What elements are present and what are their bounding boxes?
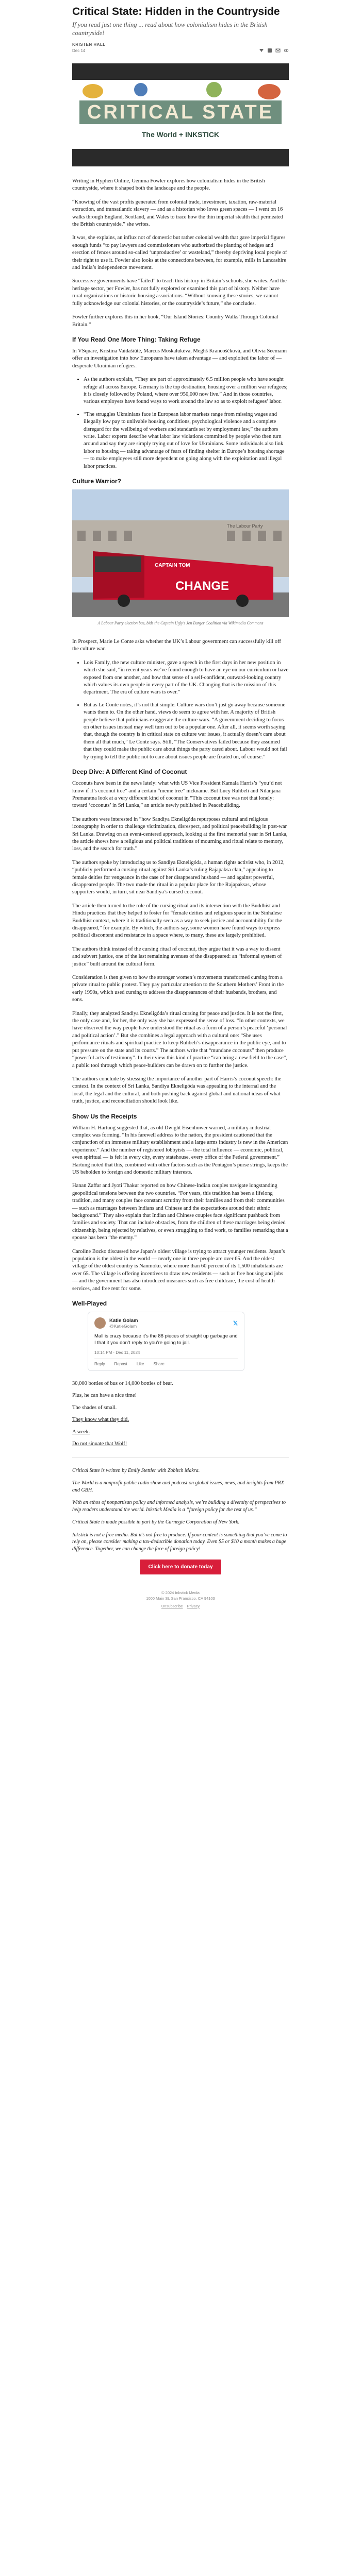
page-title: Critical State: Hidden in the Countryside [72, 6, 280, 18]
list-item: • Lois Family, the new culture minister, gave a speech in the first days in her new position in which she said, “in recent years we’ve found enough to have an eye on our curriculum or have exposed from one another, and how that sense of a self-confident, outward-looking country which values its own people in every part of the UK. Changing that is the mission of this department. The era of culture wars is over.” [84, 659, 289, 697]
tweet-repost-button[interactable]: Repost [114, 1362, 127, 1367]
bus-word: CHANGE [175, 579, 229, 593]
receipts-paragraph: William H. Hartung suggested that, as old Dwight Eisenhower warned, a military-industrial complex was forming. “In his farewell address to the nation, the president cautioned that the conjunction of an immense military establishment and a large arms industry is new in the American experience.” And the number of registered lobbyists — the total influence — economic, political, even spiritual — is felt in every city, every statehouse, every office of the Federal government.” Hartung noted that this, combined with other factors such as the Pentagon’s purse strings, keeps the US beholden to foreign and domestic military interests. [72, 1125, 288, 1175]
section-heading-coconut: Deep Dive: A Different Kind of Coconut [72, 768, 187, 776]
list-item: • “The struggles Ukrainians face in European labor markets range from missing wages and illegally low pay to unlivable housing conditions, psychological violence and a complete disregard for the wellbeing of workers and standards set by employment law,” the authors write. Labor experts describe what labor law violations committed by people who then turn around and say they are simply trying out of love for Ukrainians. Some individuals also link labor to housing — taking advantage of fears of finding shelter in Europe’s housing shortage — to make employees still more dependent on going along with the exploitation and illegal labor practices. [84, 411, 289, 470]
coconut-paragraph: Coconuts have been in the news lately: what with US Vice President Kamala Harris’s “you’d not know if it’s coconut tree” and a certain “meme tree” nickname. But Lucy Ruhbeli and Nilanjana Premaratna look at a very different kind of coconut in “This coconut tree was not that lonely: toward ‘coconuts’ in Sri Lanka,” an article newly published in Peacebuilding. [72, 781, 282, 809]
intro-paragraph-4: Successive governments have “failed” to teach this history in Britain’s schools, she writes. And the heritage sector, per Fowler, has not fully explored or examined this part of history. Neither have rural organizations or historic housing associations. “Without knowing these stories, we cannot fully acknowledge our colonial histories, or the countryside’s future,” she concludes. [72, 278, 287, 307]
labour-bus-photo [72, 489, 289, 617]
footer-links [72, 1603, 289, 1609]
building-sign: The Labour Party [227, 523, 263, 529]
footer-copyright: © 2024 Inkstick Media [161, 1590, 200, 1595]
coconut-paragraph: The authors were interested in “how Sandiya Ekneligóda repurposes cultural and religious iconography in order to challenge victimization, disrespect, and political peacebuilding in post-war Sri Lanka. Drawing on an event-centered approach, looking at the first memorial year in Sri Lanka, the article shows how a religious and political traditions of mourning and ritual relate to memory, loss, and the search for truth.” [72, 816, 288, 852]
facebook-icon[interactable] [267, 48, 272, 53]
tweet-header [94, 1317, 238, 1329]
wellplayed-line: 30,000 bottles of bus or 14,000 bottles of bear. [72, 1381, 173, 1387]
privacy-link[interactable]: Privacy [187, 1604, 200, 1608]
article [72, 0, 289, 1609]
credit-line: With an ethos of nonpartisan policy and informed analysis, we’re building a diversity of perspectives to help readers understand the world. Inkstick Media is a “foreign policy for the rest of us.” [72, 1500, 286, 1513]
hero-decoration [206, 82, 222, 97]
share-icons [259, 48, 289, 53]
wellplayed-line: Plus, he can have a nice time! [72, 1393, 137, 1399]
coconut-paragraph: The authors spoke by introducing us to Sandiya Ekneligóda, a human rights activist who, in 2012, “publicly performed a cursing ritual against Sri Lanka’s ruling Rajapaksa clan,” appealing to female deities for vengeance in the case of her disappeared husband — and against powerful, disappeared people. The two made the ritual in a popular place for the Rajapaksas, whose supporters would, in turn, sit near Sandiya’s cursed coconut. [72, 859, 285, 895]
tweet-author-name[interactable]: Katie Golam [109, 1317, 138, 1324]
section-heading-receipts: Show Us the Receipts [72, 1112, 137, 1120]
twitter-icon[interactable] [259, 48, 264, 53]
wellplayed-link[interactable]: A week. [72, 1429, 90, 1435]
culture-paragraph: In Prospect, Marie Le Conte asks whether the UK’s Labour government can successfully kill off the culture war. [72, 639, 281, 652]
coconut-paragraph: Consideration is then given to how the stronger women’s movements transformed cursing from a private ritual to public protest. They pay particular attention to the Southern Mothers’ Front in the early 1990s, which used cursing to address the disappearances of their husbands, brothers, and sons. [72, 975, 284, 1003]
publish-date: Dec 14 [72, 48, 86, 53]
bus-slogan: CAPTAIN TOM [155, 563, 190, 568]
intro-paragraph-2: “Knowing of the vast profits generated from colonial trade, investment, taxation, raw-material extraction, and transatlantic slavery — and as a historian who loves green spaces — I went on 16 walks through England, Scotland, and Wales to trace how the thin imperial stealth that permeated the British countryside,” she writes. [72, 199, 283, 228]
avatar[interactable] [94, 1317, 106, 1329]
hero-banner [72, 63, 289, 166]
list-item: • But as Le Conte notes, it’s not that simple. Culture wars don’t just go away because someone wants them to. On the other hand, views do seem to agree with her. A majority of British people believe that politicians exaggerate the culture wars. “A government deciding to focus on other issues instead may well turn out to be a popular one. After all, it seems worth saying that, though the country is in critical state on culture war issues, it actually doesn’t care about them all that much,” Le Conte says. Still, “The Conservatives failed because they assumed that they could make the public care about things the party cared about. Labour would not fail by trying to tell the public not to care about issues people are fixated on, of course.” [84, 702, 289, 761]
hero-wordmark: CRITICAL STATE [79, 100, 282, 124]
byline[interactable]: KRISTEN HALL [72, 42, 106, 47]
receipts-paragraph: Caroline Bozko discussed how Japan’s oldest village is trying to attract younger residents. Japan’s population is the oldest in the world — nearly one in three people are over 65. And the oldest village of the oldest country is Nanmoku, where more than 60 percent of its 1,500 inhabitants are over 65. The village is offering incentives to draw new residents — such as free housing and jobs — and the government has also introduced measures such as free childcare, the cost of health services, and free rent for some. [72, 1248, 285, 1292]
receipts-paragraph: Hanan Zaffar and Jyoti Thakur reported on how Chinese-Indian couples navigate longstanding geopolitical tensions between the two countries. “For years, this tradition has been a lifelong tradition, and many couples face constant scrutiny from their families and from their communities — such as marriages between Indians and Chinese and the expectations around their ethnic background.” They also explain that Indian and Chinese couples face significant pushback from families and society. That can include obstacles, from the children of these marriages being denied citizenship, being rejected by relatives, or even struggling to find work, to families remarking that a spouse has been “the enemy.” [72, 1183, 288, 1241]
embedded-tweet[interactable] [88, 1312, 244, 1371]
hero-decoration [83, 84, 103, 98]
tweet-like-button[interactable]: Like [136, 1362, 144, 1367]
section-heading-refuge: If You Read One More Thing: Taking Refuge [72, 335, 201, 343]
intro-paragraph-3: It was, she explains, an influx not of domestic but rather colonial wealth that gave imperial figures enough funds “to pay lawyers and commissioners who authorized the planting of hedges and erection of fences around so-called ‘unproductive’ or wasteland,” thereby depriving local people of their right to use it. Fowler also looks at the connections between, for example, mills in Lancashire and India’s independence movement. [72, 235, 287, 271]
list-item: • As the authors explain, “They are part of approximately 6.5 million people who have sought refuge all across Europe. Germany is the top destination, housing over a million war refugees; it is closely followed by Poland, where over 950,000 now live.” And in those countries, various employers have found ways to work around the law so as to exploit refugees’ labor. [84, 376, 289, 406]
refuge-lead: In VSquare, Kristina Vaidašiūtė, Marcus Moskalukėva, Meghš Krancoščková, and Olivia Seemann offer an investigation into how Europeans have taken advantage — and exploited the labor of — desperate Ukrainian refugees. [72, 348, 287, 369]
page-subtitle: If you read just one thing ... read about how colonialism hides in the British countryside! [72, 21, 268, 37]
wellplayed-link[interactable]: They know what they did. [72, 1417, 129, 1423]
donate-button[interactable]: Click here to donate today [140, 1560, 221, 1574]
wellplayed-line: The shades of small. [72, 1404, 117, 1411]
donate-wrap [72, 1560, 289, 1574]
meta-row [72, 42, 289, 58]
link-icon[interactable] [284, 48, 289, 53]
tweet-timestamp[interactable]: 10:14 PM · Dec 11, 2024 [94, 1350, 140, 1355]
hero-decoration [258, 84, 281, 99]
credit-line: Critical State is written by Emily Stettler with Zobitch Makra. [72, 1467, 200, 1473]
refuge-bullets [84, 376, 289, 470]
tweet-author-handle[interactable]: @KatieGolam [109, 1323, 137, 1329]
hero-brand: The World + INKSTICK [141, 130, 220, 139]
coconut-paragraph: The authors conclude by stressing the importance of another part of Harris’s coconut speech: the context. In the context of Sri Lanka, Sandiya Ekneligóda was appealing to the internal and the local, the legal and the cultural, and both pushing back against global and national ideas of what truth, justice, and reconciliation should look like. [72, 1076, 282, 1105]
footer-address: 1000 Main St, San Francisco, CA 94103 [146, 1596, 215, 1601]
unsubscribe-link[interactable]: Unsubscribe [161, 1604, 183, 1608]
section-heading-wellplayed: Well-Played [72, 1300, 107, 1308]
photo-caption: A Labour Party election bus, bids the Captain Ugly’s Jen Burger Coalition via Wikimedia Commons [97, 621, 264, 625]
wellplayed-link[interactable]: Do not sinuate that Wolf! [72, 1441, 127, 1447]
credit-line: Inkstick is not a free media. But it’s not free to produce. If your content is something that you’ve come to rely on, please consider making a tax-deductible donation today. Even $5 or $10 a month makes a huge difference. Together, we can change the face of foreign policy! [72, 1532, 287, 1552]
email-icon[interactable] [275, 48, 281, 53]
coconut-paragraph: The authors think instead of the cursing ritual of coconut, they argue that it was a way to dissent and subvert justice, one of the last remaining avenues of the disappeared: an “informal system of justice” built around the cultural form. [72, 946, 282, 967]
coconut-paragraph: The article then turned to the role of the cursing ritual and its intersection with the Buddhist and Hindu practices that they helped to foster for “female deities and religious space in the Sinhalese Buddhist context, where it is traditionally seen as a way to seek justice and accountability for the disappeared,” for example. By which, the authors say, some women have found ways to express political discontent and resistance in a space where, to many, these are largely prohibited. [72, 903, 282, 939]
intro-paragraph-5: Fowler further explores this in her book, “Our Island Stories: Country Walks Through Colonial Britain.” [72, 314, 278, 328]
tweet-share-button[interactable]: Share [153, 1362, 165, 1367]
tweet-text: Mall is crazy because it’s the 88 pieces of straight up garbage and I that it you don’t reply to you’re going to jail. [94, 1333, 238, 1346]
credits [72, 1467, 289, 1553]
culture-bullets [84, 659, 289, 761]
credit-line: Critical State is made possible in part by the Carnegie Corporation of New York. [72, 1519, 240, 1525]
coconut-paragraph: Finally, they analyzed Sandiya Ekneligóda’s ritual cursing for peace and justice. It is not the first, the only case and, for her, the only way she has expressed the sense of loss. “In other contexts, we have observed the way people have understood the ritual as a form of a person’s peaceful ‘personal and political action’.” But she combines a legal approach with a cultural one: “She uses performance rituals and spiritual practice to keep Ruhbeli’s disappearance in the public eye, and to put pressure on the state and its courts.” The authors write that “mundane coconuts” then produce “powerful acts of testimony”. In their view this kind of practice “can bring a new field to the case”, a public tool through which peace-builders can be drawn on to further the justice. [72, 1010, 287, 1069]
tweet-actions [94, 1358, 238, 1366]
credit-line: The World is a nonprofit public radio show and podcast on global issues, news, and insights from PRX and GBH. [72, 1480, 284, 1493]
hero-decoration [134, 83, 147, 96]
footer [72, 1590, 289, 1609]
x-logo-icon[interactable]: 𝕏 [233, 1320, 238, 1327]
tweet-reply-button[interactable]: Reply [94, 1362, 105, 1367]
section-heading-culture: Culture Warrior? [72, 478, 121, 485]
intro-paragraph-1: Writing in Hyphen Online, Gemma Fowler explores how colonialism hides in the British countryside, where it shaped both the landscape and the people. [72, 178, 265, 192]
